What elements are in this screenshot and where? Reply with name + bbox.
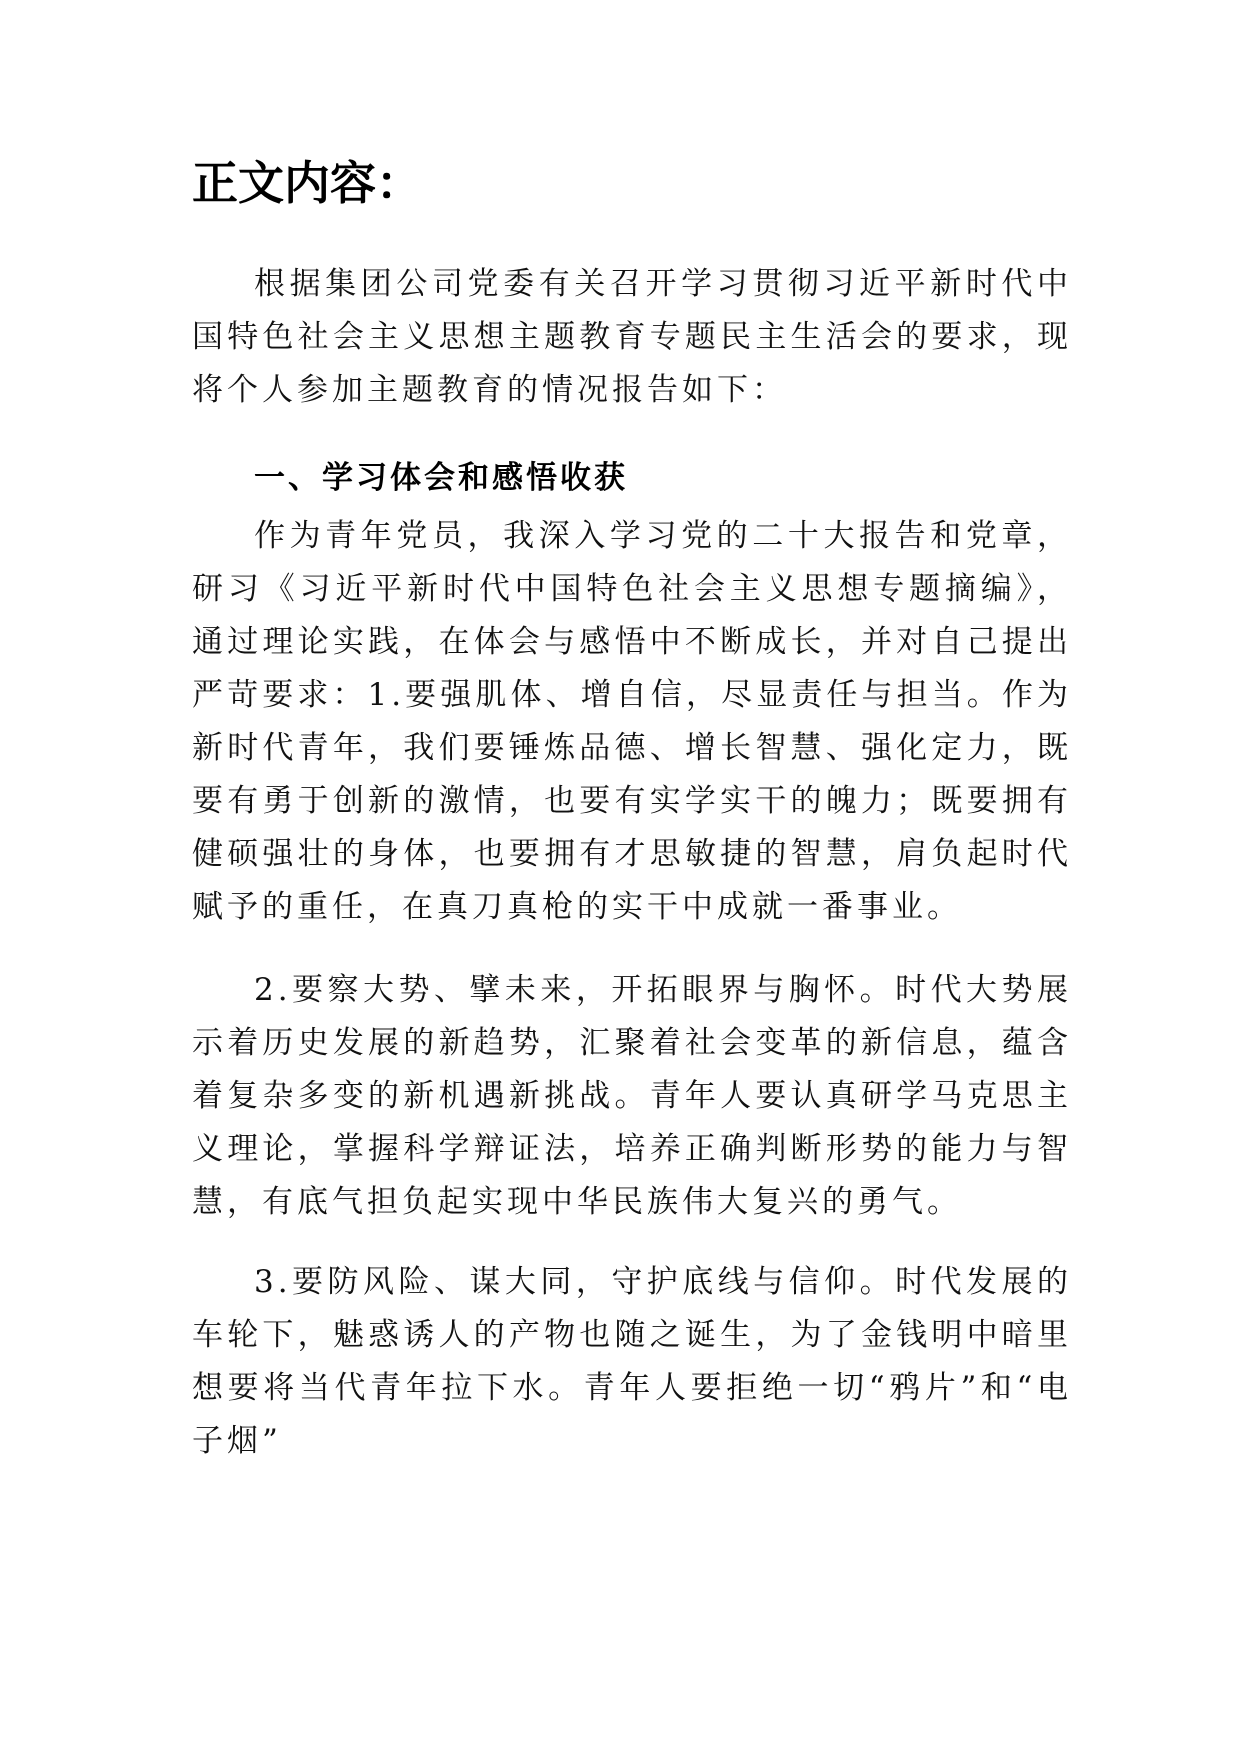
paragraph-block-3 [192, 1256, 1072, 1468]
section-block [192, 452, 1072, 505]
body-paragraph-1: 作为青年党员，我深入学习党的二十大报告和党章，研习《习近平新时代中国特色社会主义思想专题摘编》，通过理论实践，在体会与感悟中不断成长，并对自己提出严苛要求：1.要强肌体、增自信，尽显责任与担当。作为新时代青年，我们要锤炼品德、增长智慧、强化定力，既要有勇于创新的激情，也要有实学实干的魄力；既要拥有健硕强壮的身体，也要拥有才思敏捷的智慧，肩负起时代赋予的重任，在真刀真枪的实干中成就一番事业。 [192, 518, 1072, 925]
paragraph-block-2 [192, 964, 1072, 1229]
body-paragraph-2: 2.要察大势、擘未来，开拓眼界与胸怀。时代大势展示着历史发展的新趋势，汇聚着社会变革的新信息，蕴含着复杂多变的新机遇新挑战。青年人要认真研学马克思主义理论，掌握科学辩证法，培养正确判断形势的能力与智慧，有底气担负起实现中华民族伟大复兴的勇气。 [192, 972, 1072, 1220]
page-title: 正文内容： [192, 156, 422, 210]
section-heading: 一、学习体会和感悟收获 [254, 460, 628, 496]
body-paragraph-3: 3.要防风险、谋大同，守护底线与信仰。时代发展的车轮下，魅惑诱人的产物也随之诞生，为了金钱明中暗里想要将当代青年拉下水。青年人要拒绝一切“鸦片”和“电子烟” [192, 1264, 1072, 1459]
intro-paragraph: 根据集团公司党委有关召开学习贯彻习近平新时代中国特色社会主义思想主题教育专题民主生活会的要求，现将个人参加主题教育的情况报告如下： [192, 266, 1072, 408]
intro-block [192, 258, 1072, 417]
paragraph-block-1 [192, 510, 1072, 934]
